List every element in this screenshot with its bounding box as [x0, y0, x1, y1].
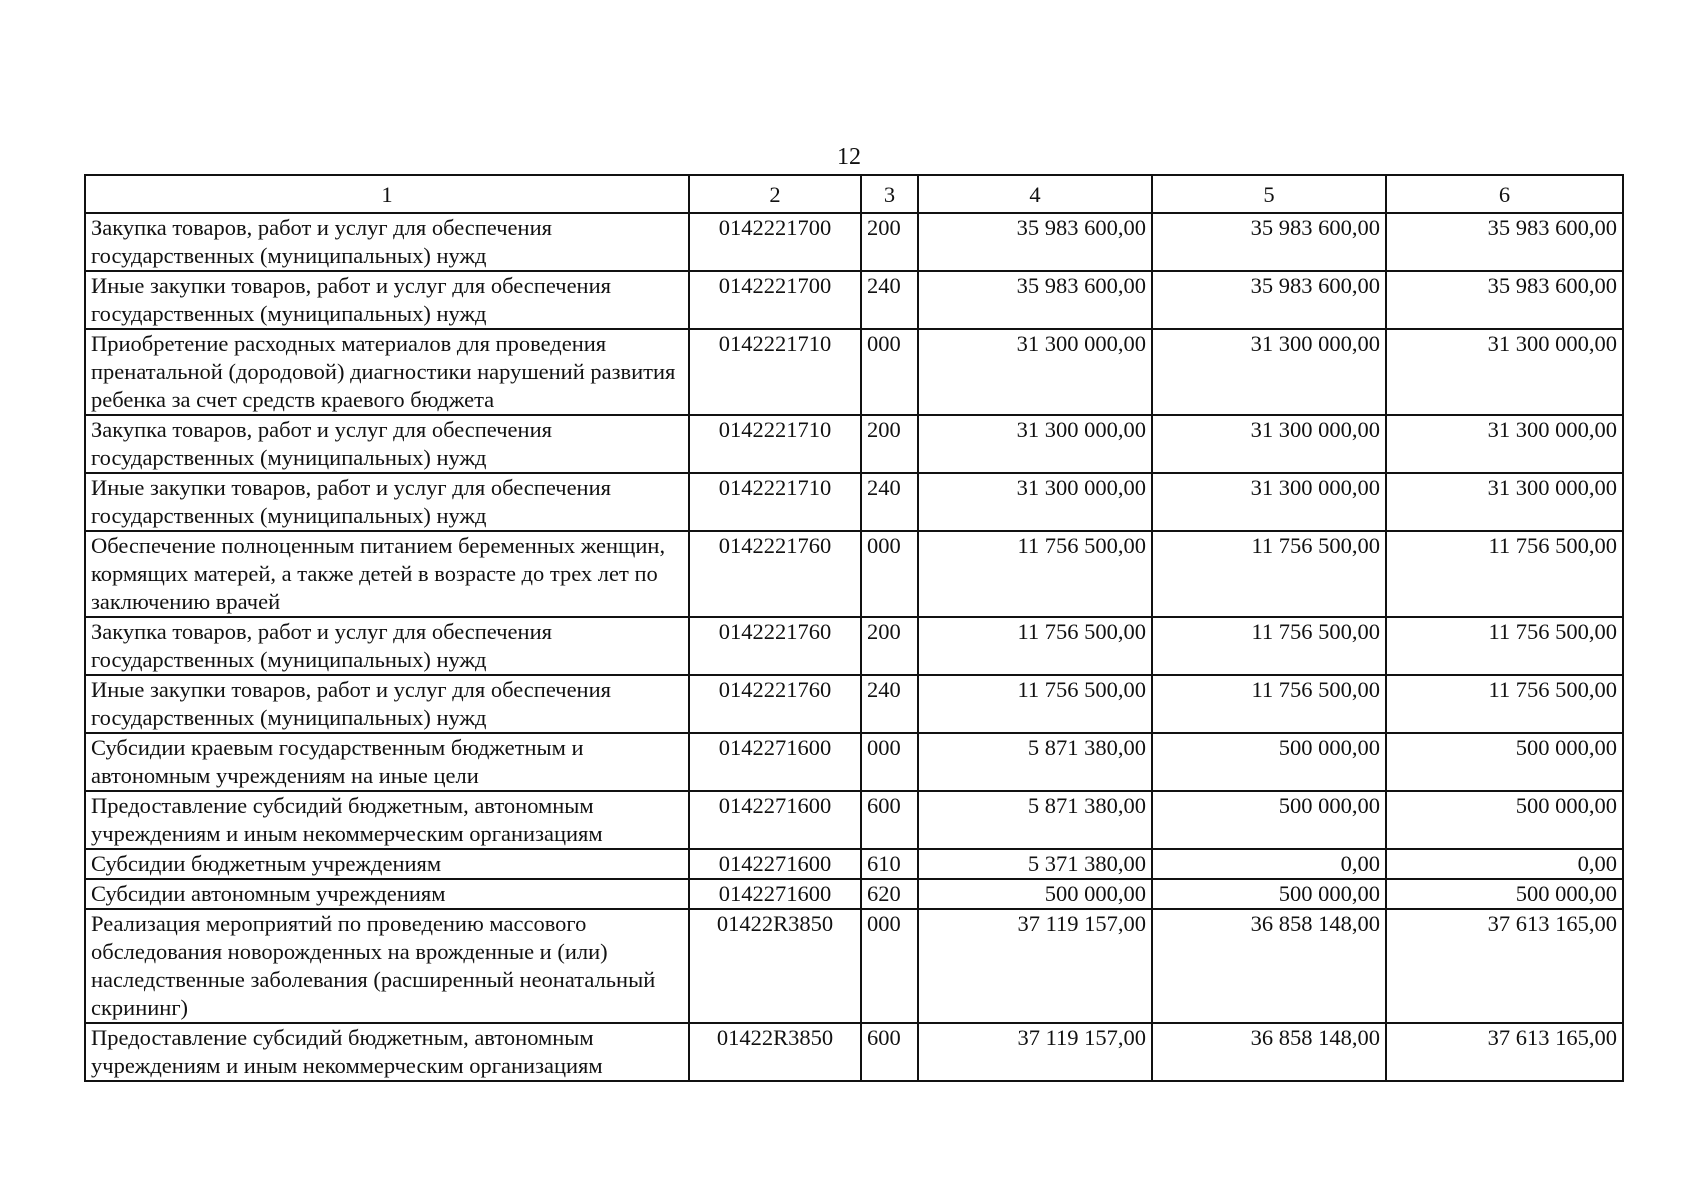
- amount-cell-col4: 35 983 600,00: [918, 271, 1152, 329]
- amount-cell-col6: 31 300 000,00: [1386, 329, 1623, 415]
- amount-cell-col6: 500 000,00: [1386, 733, 1623, 791]
- table-row: [85, 733, 1623, 791]
- expense-type-code-cell: 200: [861, 617, 918, 675]
- column-header: 2: [689, 175, 861, 213]
- target-article-code-cell: 0142221760: [689, 675, 861, 733]
- amount-cell-col6: 31 300 000,00: [1386, 473, 1623, 531]
- table-row: [85, 213, 1623, 271]
- amount-cell-col5: 500 000,00: [1152, 791, 1386, 849]
- amount-cell-col6: 11 756 500,00: [1386, 675, 1623, 733]
- amount-cell-col4: 31 300 000,00: [918, 329, 1152, 415]
- amount-cell-col5: 11 756 500,00: [1152, 617, 1386, 675]
- table-row: [85, 473, 1623, 531]
- amount-cell-col5: 36 858 148,00: [1152, 909, 1386, 1023]
- expense-name-cell: Закупка товаров, работ и услуг для обеспечения государственных (муниципальных) нужд: [85, 617, 689, 675]
- target-article-code-cell: 0142221700: [689, 213, 861, 271]
- expense-name-cell: Закупка товаров, работ и услуг для обеспечения государственных (муниципальных) нужд: [85, 213, 689, 271]
- amount-cell-col5: 11 756 500,00: [1152, 675, 1386, 733]
- table-row: [85, 791, 1623, 849]
- expense-type-code-cell: 240: [861, 271, 918, 329]
- target-article-code-cell: 0142271600: [689, 791, 861, 849]
- target-article-code-cell: 0142221760: [689, 617, 861, 675]
- expense-type-code-cell: 000: [861, 329, 918, 415]
- target-article-code-cell: 01422R3850: [689, 1023, 861, 1081]
- header-row: [85, 175, 1623, 213]
- amount-cell-col6: 11 756 500,00: [1386, 531, 1623, 617]
- amount-cell-col5: 500 000,00: [1152, 733, 1386, 791]
- expense-type-code-cell: 620: [861, 879, 918, 909]
- column-header: 1: [85, 175, 689, 213]
- target-article-code-cell: 0142271600: [689, 849, 861, 879]
- table-row: [85, 909, 1623, 1023]
- amount-cell-col5: 0,00: [1152, 849, 1386, 879]
- target-article-code-cell: 0142271600: [689, 879, 861, 909]
- expense-type-code-cell: 600: [861, 1023, 918, 1081]
- target-article-code-cell: 0142221760: [689, 531, 861, 617]
- expense-type-code-cell: 600: [861, 791, 918, 849]
- amount-cell-col4: 31 300 000,00: [918, 473, 1152, 531]
- amount-cell-col5: 11 756 500,00: [1152, 531, 1386, 617]
- amount-cell-col6: 11 756 500,00: [1386, 617, 1623, 675]
- amount-cell-col6: 37 613 165,00: [1386, 909, 1623, 1023]
- table-row: [85, 1023, 1623, 1081]
- amount-cell-col4: 5 371 380,00: [918, 849, 1152, 879]
- amount-cell-col4: 37 119 157,00: [918, 909, 1152, 1023]
- target-article-code-cell: 0142221710: [689, 329, 861, 415]
- target-article-code-cell: 01422R3850: [689, 909, 861, 1023]
- expense-name-cell: Приобретение расходных материалов для проведения пренатальной (дородовой) диагностики нарушений развития ребенка за счет средств краевого бюджета: [85, 329, 689, 415]
- amount-cell-col5: 31 300 000,00: [1152, 473, 1386, 531]
- column-header: 6: [1386, 175, 1623, 213]
- expense-name-cell: Субсидии краевым государственным бюджетным и автономным учреждениям на иные цели: [85, 733, 689, 791]
- amount-cell-col4: 5 871 380,00: [918, 791, 1152, 849]
- amount-cell-col6: 500 000,00: [1386, 879, 1623, 909]
- expense-name-cell: Предоставление субсидий бюджетным, автономным учреждениям и иным некоммерческим организациям: [85, 791, 689, 849]
- amount-cell-col4: 11 756 500,00: [918, 675, 1152, 733]
- expense-type-code-cell: 200: [861, 415, 918, 473]
- target-article-code-cell: 0142221710: [689, 415, 861, 473]
- target-article-code-cell: 0142271600: [689, 733, 861, 791]
- amount-cell-col4: 500 000,00: [918, 879, 1152, 909]
- expense-type-code-cell: 000: [861, 733, 918, 791]
- amount-cell-col5: 36 858 148,00: [1152, 1023, 1386, 1081]
- amount-cell-col4: 11 756 500,00: [918, 617, 1152, 675]
- amount-cell-col5: 35 983 600,00: [1152, 271, 1386, 329]
- amount-cell-col5: 31 300 000,00: [1152, 329, 1386, 415]
- expense-name-cell: Закупка товаров, работ и услуг для обеспечения государственных (муниципальных) нужд: [85, 415, 689, 473]
- amount-cell-col6: 35 983 600,00: [1386, 213, 1623, 271]
- expense-name-cell: Субсидии бюджетным учреждениям: [85, 849, 689, 879]
- table-row: [85, 415, 1623, 473]
- table-row: [85, 531, 1623, 617]
- expense-type-code-cell: 000: [861, 531, 918, 617]
- expense-name-cell: Предоставление субсидий бюджетным, автономным учреждениям и иным некоммерческим организациям: [85, 1023, 689, 1081]
- table-row: [85, 879, 1623, 909]
- table-body: [85, 213, 1623, 1081]
- amount-cell-col4: 35 983 600,00: [918, 213, 1152, 271]
- column-header: 5: [1152, 175, 1386, 213]
- expense-name-cell: Иные закупки товаров, работ и услуг для обеспечения государственных (муниципальных) нужд: [85, 473, 689, 531]
- expense-name-cell: Субсидии автономным учреждениям: [85, 879, 689, 909]
- amount-cell-col5: 31 300 000,00: [1152, 415, 1386, 473]
- amount-cell-col4: 11 756 500,00: [918, 531, 1152, 617]
- table-row: [85, 675, 1623, 733]
- amount-cell-col5: 35 983 600,00: [1152, 213, 1386, 271]
- expense-type-code-cell: 200: [861, 213, 918, 271]
- amount-cell-col6: 35 983 600,00: [1386, 271, 1623, 329]
- amount-cell-col6: 500 000,00: [1386, 791, 1623, 849]
- expense-type-code-cell: 240: [861, 675, 918, 733]
- table-row: [85, 271, 1623, 329]
- column-header: 3: [861, 175, 918, 213]
- amount-cell-col4: 37 119 157,00: [918, 1023, 1152, 1081]
- amount-cell-col4: 5 871 380,00: [918, 733, 1152, 791]
- expense-type-code-cell: 240: [861, 473, 918, 531]
- expense-type-code-cell: 610: [861, 849, 918, 879]
- amount-cell-col6: 37 613 165,00: [1386, 1023, 1623, 1081]
- expense-type-code-cell: 000: [861, 909, 918, 1023]
- table-row: [85, 849, 1623, 879]
- target-article-code-cell: 0142221710: [689, 473, 861, 531]
- table-row: [85, 617, 1623, 675]
- amount-cell-col6: 31 300 000,00: [1386, 415, 1623, 473]
- page-number: 12: [837, 144, 861, 170]
- amount-cell-col4: 31 300 000,00: [918, 415, 1152, 473]
- column-header: 4: [918, 175, 1152, 213]
- target-article-code-cell: 0142221700: [689, 271, 861, 329]
- amount-cell-col5: 500 000,00: [1152, 879, 1386, 909]
- expense-name-cell: Обеспечение полноценным питанием беременных женщин, кормящих матерей, а также детей в возрасте до трех лет по заключению врачей: [85, 531, 689, 617]
- budget-table: [84, 174, 1624, 1082]
- table-row: [85, 329, 1623, 415]
- amount-cell-col6: 0,00: [1386, 849, 1623, 879]
- expense-name-cell: Иные закупки товаров, работ и услуг для обеспечения государственных (муниципальных) нужд: [85, 675, 689, 733]
- expense-name-cell: Реализация мероприятий по проведению массового обследования новорожденных на врожденные и (или) наследственные заболевания (расширенный неонатальный скрининг): [85, 909, 689, 1023]
- expense-name-cell: Иные закупки товаров, работ и услуг для обеспечения государственных (муниципальных) нужд: [85, 271, 689, 329]
